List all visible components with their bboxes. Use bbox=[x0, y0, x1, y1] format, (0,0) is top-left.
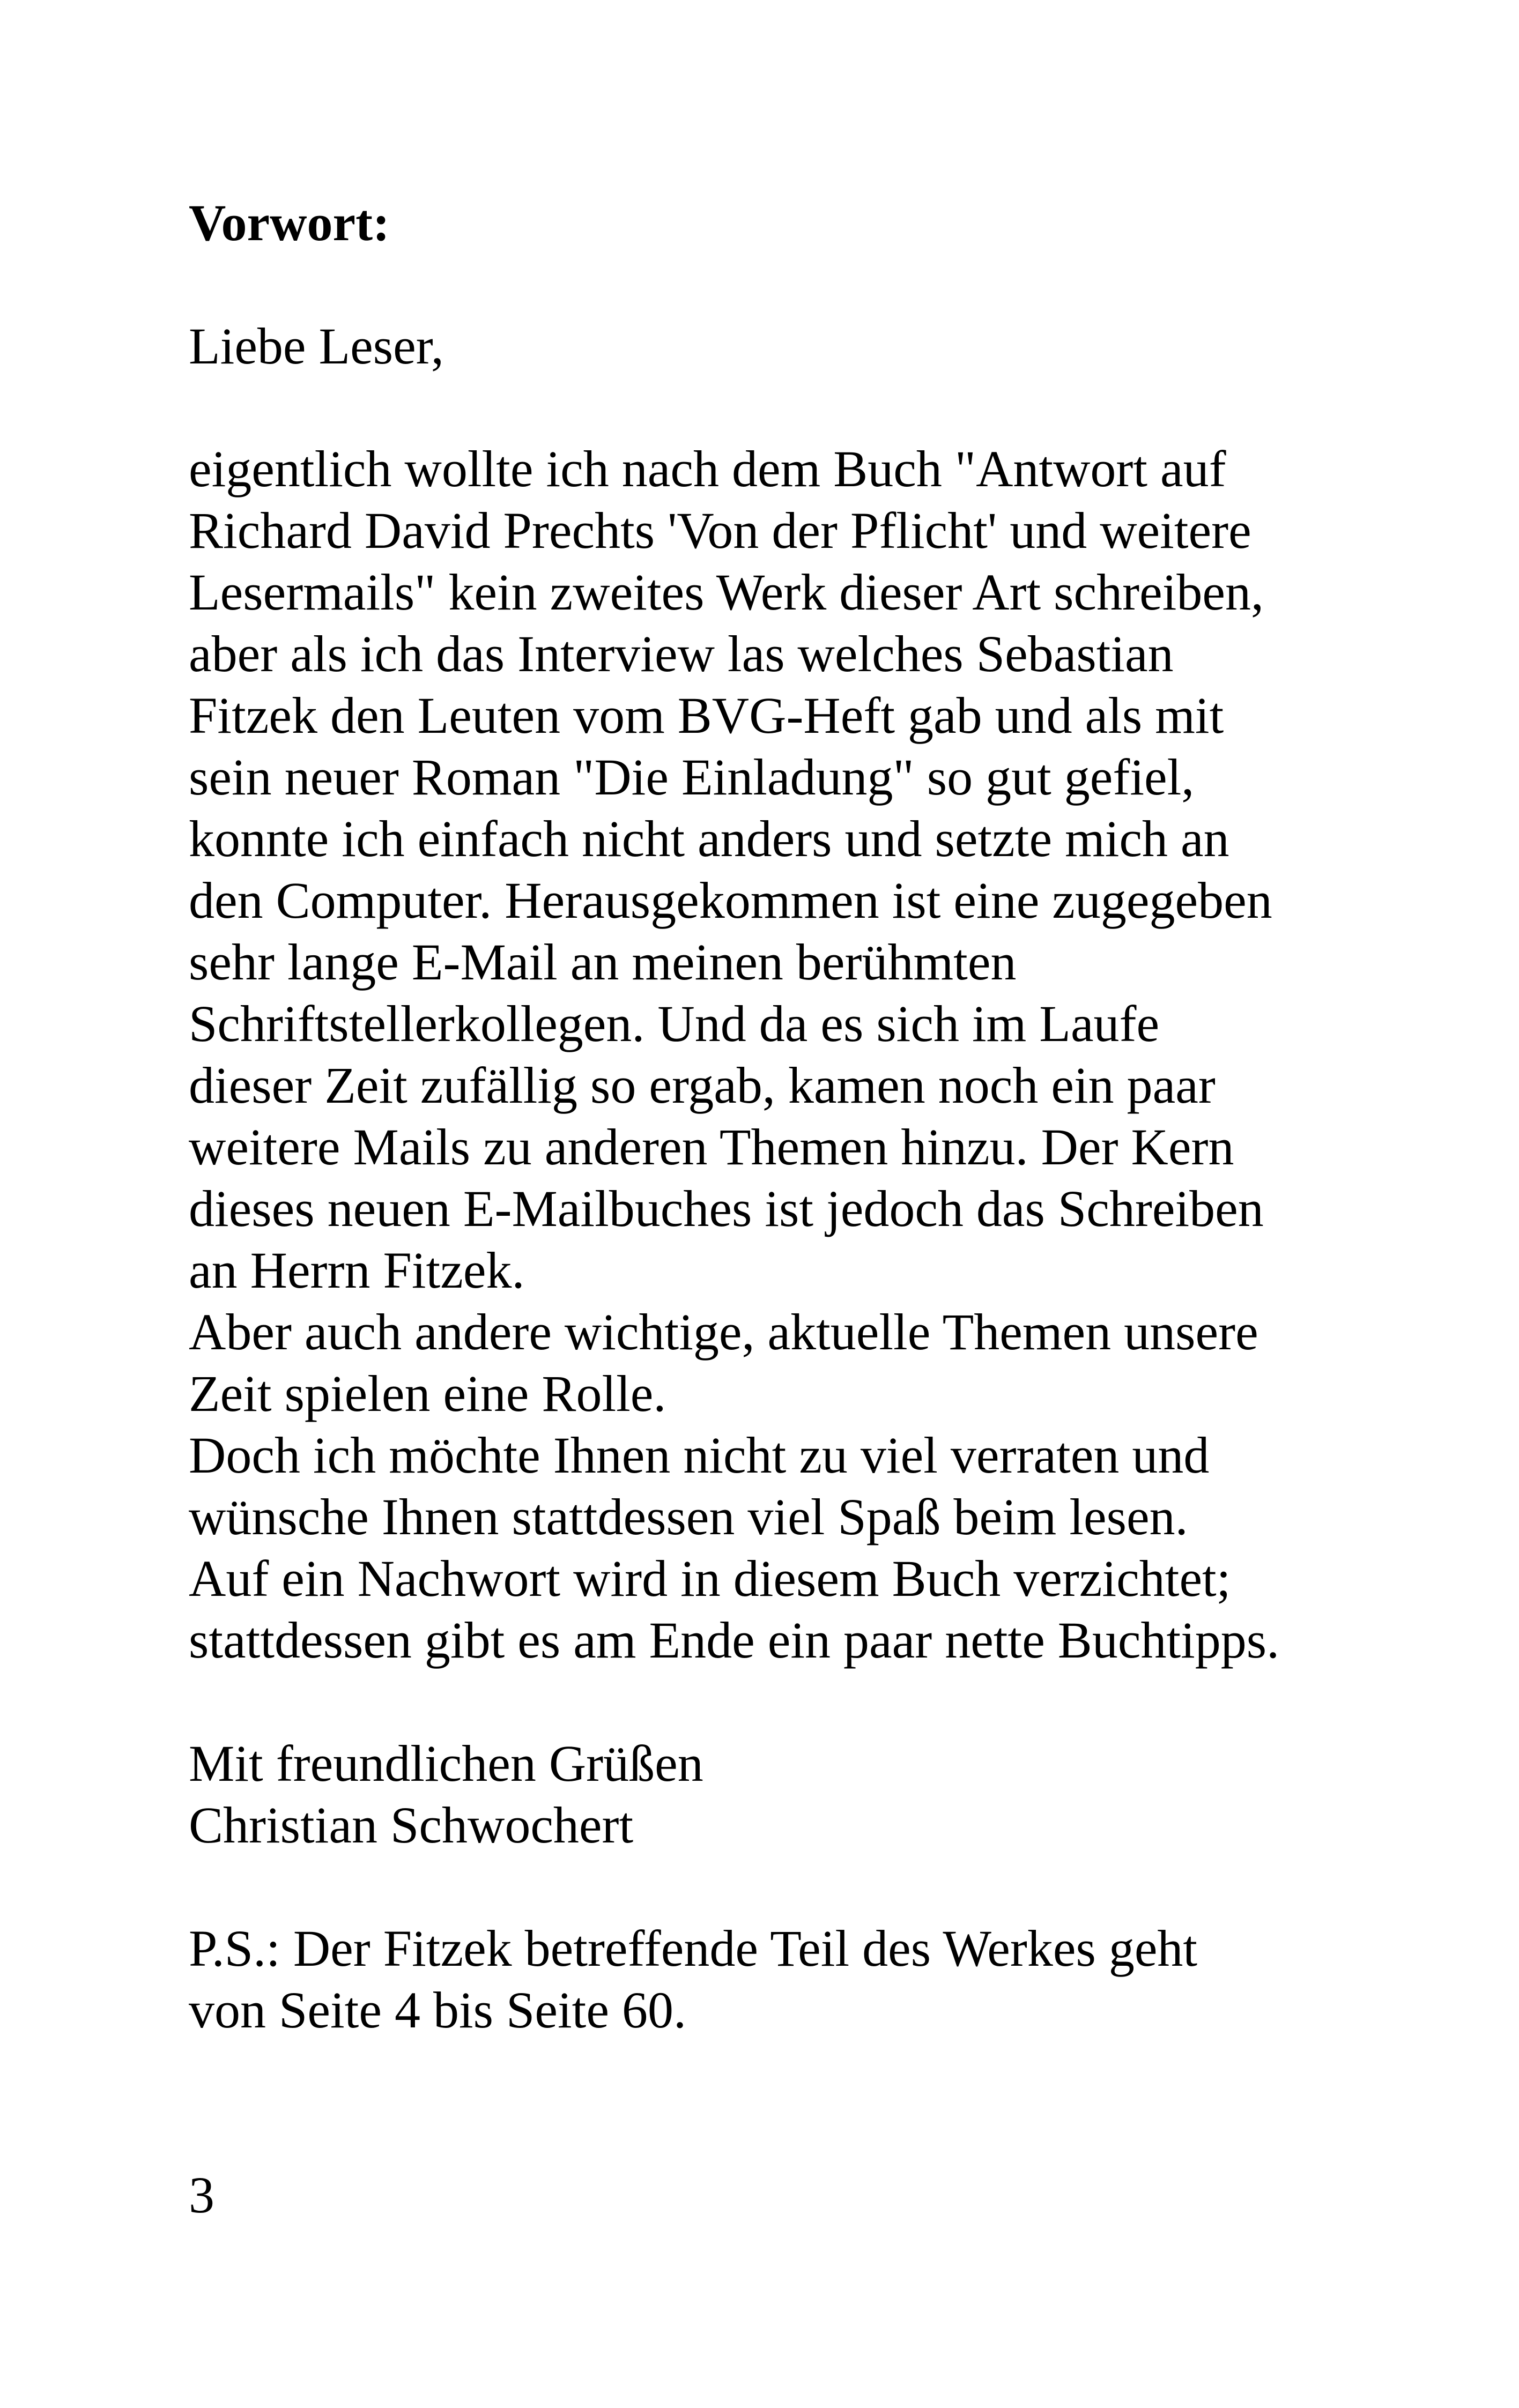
greeting: Liebe Leser, bbox=[189, 317, 444, 375]
body-line: Fitzek den Leuten vom BVG-Heft gab und als mit bbox=[189, 687, 1224, 744]
body-line: an Herrn Fitzek. bbox=[189, 1242, 525, 1299]
body-line: den Computer. Herausgekommen ist eine zugegeben bbox=[189, 872, 1272, 929]
body-line: Richard David Prechts 'Von der Pflicht' und weitere bbox=[189, 502, 1251, 559]
body-line: Aber auch andere wichtige, aktuelle Themen unsere bbox=[189, 1303, 1258, 1361]
body-line: Auf ein Nachwort wird in diesem Buch verzichtet; bbox=[189, 1550, 1231, 1607]
body-line: dieser Zeit zufällig so ergab, kamen noch ein paar bbox=[189, 1057, 1216, 1114]
signature: Christian Schwochert bbox=[189, 1796, 634, 1854]
body-line: Lesermails" kein zweites Werk dieser Art schreiben, bbox=[189, 563, 1264, 621]
body-line: Doch ich möchte Ihnen nicht zu viel verraten und bbox=[189, 1426, 1210, 1484]
body-line: eigentlich wollte ich nach dem Buch "Antwort auf bbox=[189, 440, 1226, 497]
body-line: sehr lange E-Mail an meinen berühmten bbox=[189, 933, 1017, 991]
body-line: Zeit spielen eine Rolle. bbox=[189, 1365, 666, 1422]
body-line: aber als ich das Interview las welches Sebastian bbox=[189, 625, 1174, 682]
body-line: weitere Mails zu anderen Themen hinzu. Der Kern bbox=[189, 1118, 1234, 1176]
body-line: dieses neuen E-Mailbuches ist jedoch das Schreiben bbox=[189, 1180, 1264, 1237]
postscript-line: P.S.: Der Fitzek betreffende Teil des Werkes geht bbox=[189, 1920, 1198, 1977]
body-line: konnte ich einfach nicht anders und setzte mich an bbox=[189, 810, 1229, 867]
heading: Vorwort: bbox=[189, 194, 390, 251]
body-line: stattdessen gibt es am Ende ein paar nette Buchtipps. bbox=[189, 1611, 1280, 1669]
body-line: Schriftstellerkollegen. Und da es sich im Laufe bbox=[189, 995, 1160, 1052]
closing: Mit freundlichen Grüßen bbox=[189, 1735, 703, 1792]
body-line: sein neuer Roman "Die Einladung" so gut gefiel, bbox=[189, 748, 1195, 806]
page-number: 3 bbox=[189, 2166, 214, 2224]
postscript-line: von Seite 4 bis Seite 60. bbox=[189, 1981, 686, 2039]
body-line: wünsche Ihnen stattdessen viel Spaß beim lesen. bbox=[189, 1488, 1188, 1545]
